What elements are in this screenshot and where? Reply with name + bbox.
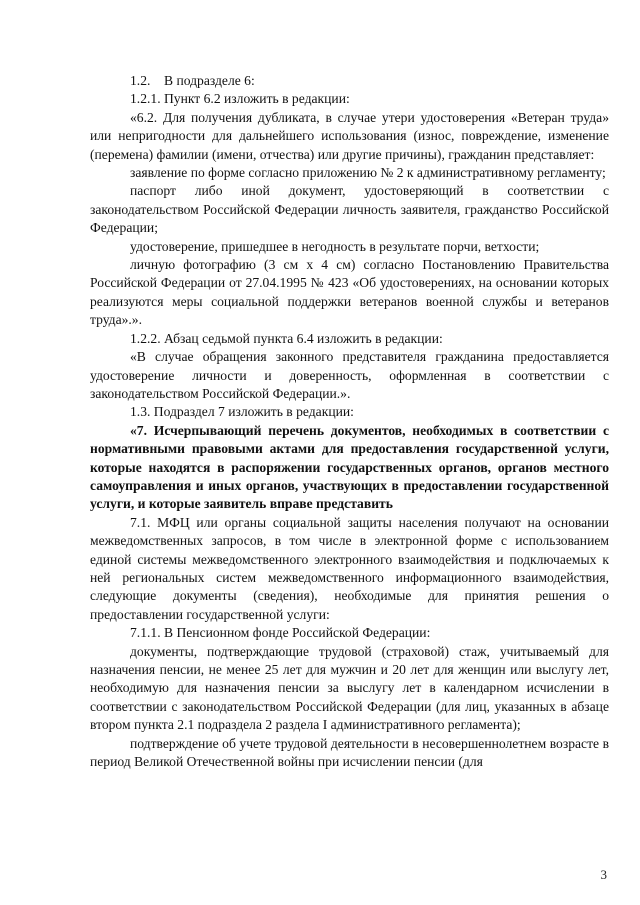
paragraph-application: заявление по форме согласно приложению № 2 к административному регламенту; [130,165,606,181]
paragraph-photo: личную фотографию (3 см х 4 см) согласно Постановлению Правительства Российской Федерации от 27.04.1995 № 423 «Об удостоверениях, на основании которых реализуются меры социальной поддержки ветеранов военной службы и ветеранов труда».». [90,257,609,328]
page-body [90,72,609,771]
paragraph-6-2: «6.2. Для получения дубликата, в случае утери удостоверения «Ветеран труда» или непригодности для дальнейшего использования (износ, повреждение, изменение (перемена) фамилии (имени, отчества) или другие причины), гражданин представляет: [90,109,609,162]
page-number: 3 [600,867,607,882]
paragraph-passport: паспорт либо иной документ, удостоверяющий в соответствии с законодательством Российской Федерации личность заявителя, гражданство Российской Федерации; [90,183,609,236]
paragraph-1-2: 1.2. В подразделе 6: [130,73,255,88]
paragraph-1-3: 1.3. Подраздел 7 изложить в редакции: [130,404,354,420]
paragraph-7-1-1: 7.1.1. В Пенсионном фонде Российской Федерации: [130,625,431,641]
section-7-heading: «7. Исчерпывающий перечень документов, необходимых в соответствии с нормативными правовыми актами для предоставления государственной услуги, которые находятся в распоряжении государственных органов, органов местного самоуправления и иных органов, участвующих в предоставлении государственной услуги, и которые заявитель вправе представить [90,422,609,512]
paragraph-representative: «В случае обращения законного представителя гражданина предоставляется удостоверение личности и доверенность, оформленная в соответствии с законодательством Российской Федерации.». [90,349,609,401]
paragraph-1-2-1: 1.2.1. Пункт 6.2 изложить в редакции: [130,91,350,107]
paragraph-7-1: 7.1. МФЦ или органы социальной защиты населения получают на основании межведомственных запросов, в том числе в электронной форме с использованием единой системы межведомственного электронного взаимодействия и подключаемых к ней региональных систем межведомственного информационного взаимодействия, следующие документы (сведения), необходимые для принятия решения о предоставлении государственной услуги: [90,514,609,622]
paragraph-wartime-work: подтверждение об учете трудовой деятельности в несовершеннолетнем возрасте в период Великой Отечественной войны при исчислении пенсии (для [90,735,609,770]
paragraph-labor-documents: документы, подтверждающие трудовой (страховой) стаж, учитываемый для назначения пенсии, не менее 25 лет для мужчин и 20 лет для женщин или выслугу лет, необходимую для назначения пенсии за выслугу лет в календарном исчислении в соответствии с законодательством Российской Федерации (для лиц, указанных в абзаце втором пункта 2.1 подраздела 2 раздела I административного регламента); [90,643,609,733]
paragraph-certificate: удостоверение, пришедшее в негодность в результате порчи, ветхости; [130,238,540,254]
paragraph-1-2-2: 1.2.2. Абзац седьмой пункта 6.4 изложить в редакции: [130,330,443,346]
